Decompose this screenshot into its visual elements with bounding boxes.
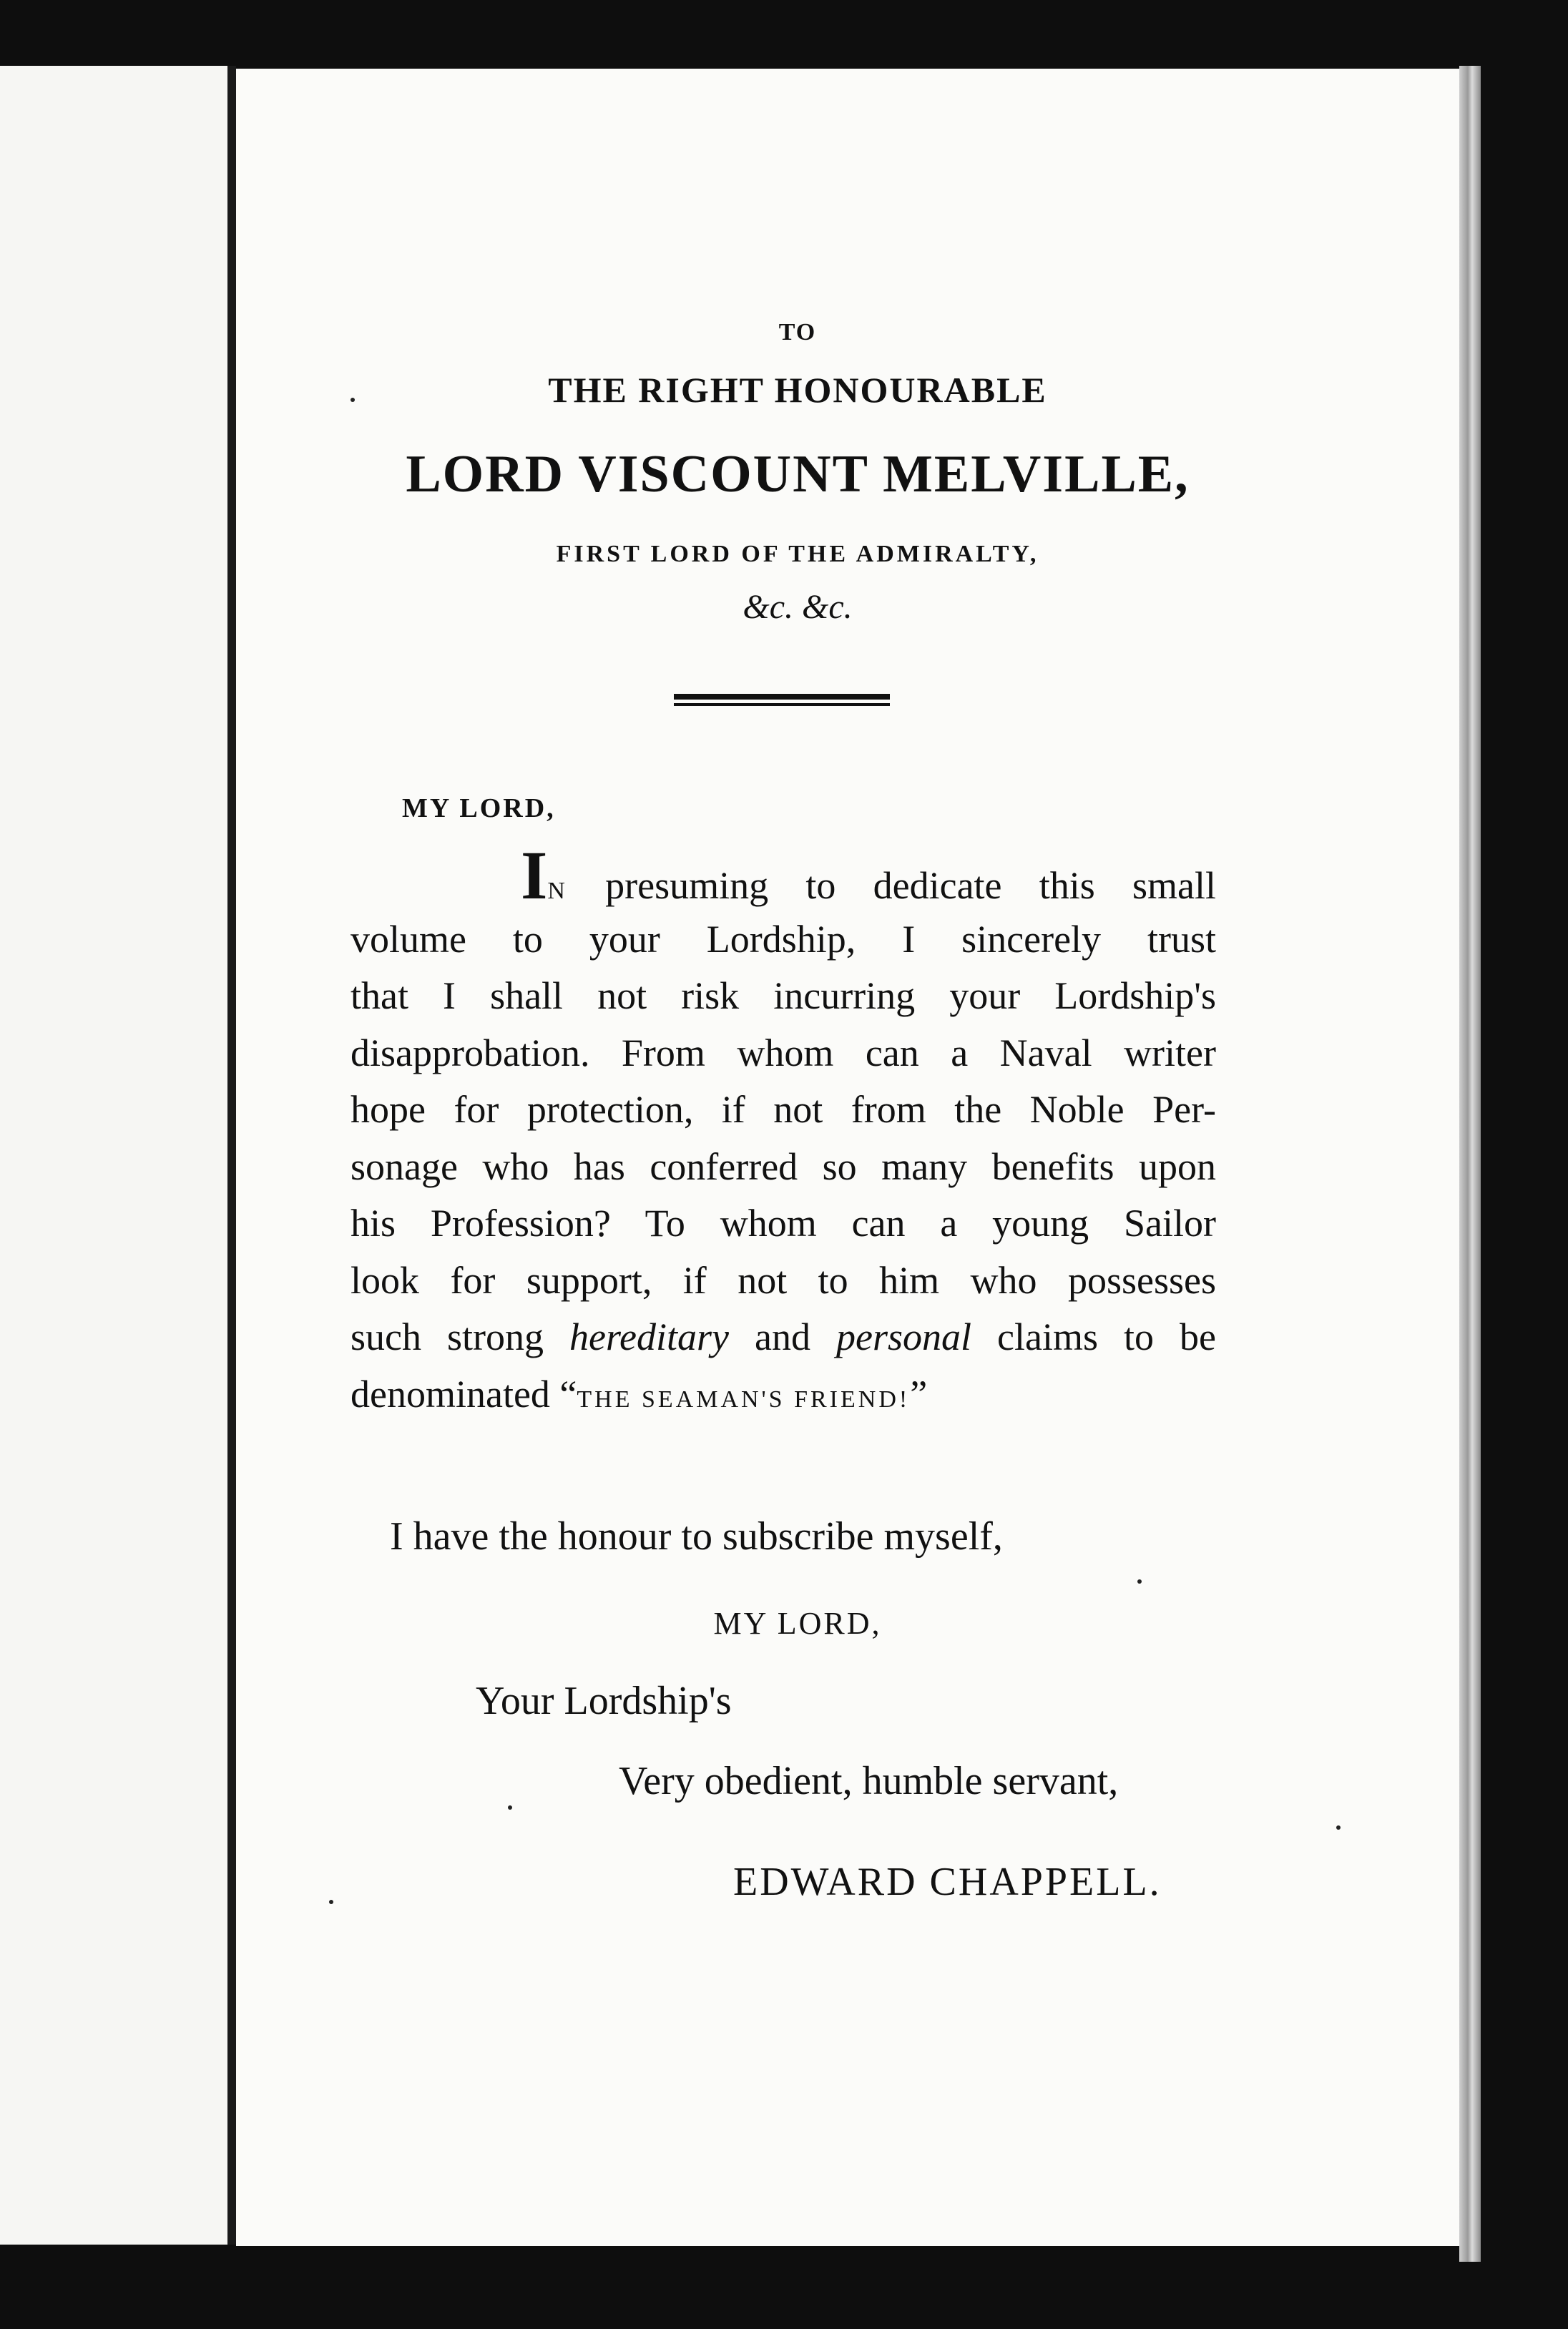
body-line [351,1309,1216,1366]
print-speck [351,398,355,402]
salutation: MY LORD, [402,793,556,823]
body-line: sonage who has conferred so many benefits upon [351,1144,1216,1188]
body-text-segment: such strong [351,1315,544,1358]
body-text-segment: ” [910,1372,928,1416]
rule-thin [674,703,890,706]
page-edge-stack [1459,66,1481,2262]
drop-cap-rest: N [547,878,568,904]
italic-personal: personal [836,1315,972,1358]
print-speck [1137,1579,1142,1584]
closing-salutation: MY LORD, [713,1606,882,1641]
signature: EDWARD CHAPPELL. [733,1860,1162,1904]
seamans-friend: THE SEAMAN'S FRIEND! [577,1386,911,1413]
page-content [236,69,1459,2246]
dedication-to: TO [778,319,817,345]
italic-hereditary: hereditary [569,1315,729,1358]
body-line-1-text: presuming to dedicate this small [605,864,1216,907]
closing-servant: Very obedient, humble servant, [619,1759,1119,1803]
double-rule-divider [674,694,890,707]
rule-thick [674,694,890,700]
dedication-body [351,837,1217,1423]
drop-cap: I [521,837,548,913]
body-line: volume to your Lordship, I sincerely trust [351,917,1216,961]
closing-lordships: Your Lordship's [476,1679,732,1723]
body-line: that I shall not risk incurring your Lordship's [351,974,1216,1017]
closing-line: I have the honour to subscribe myself, [390,1514,1003,1559]
dedication-page [236,69,1459,2246]
dedication-office: FIRST LORD OF THE ADMIRALTY, [556,541,1039,567]
facing-page-edge [0,66,227,2245]
body-line [351,837,1216,913]
body-line [351,1366,1216,1423]
dedication-recipient: LORD VISCOUNT MELVILLE, [406,445,1190,504]
book-gutter [227,66,236,2245]
body-text-segment: denominated “ [351,1372,577,1416]
body-line: hope for protection, if not from the Noble Per- [351,1088,1216,1131]
print-speck [1336,1825,1341,1830]
body-line: his Profession? To whom can a young Sailor [351,1202,1216,1245]
body-text-segment: and [755,1315,810,1358]
body-text-segment: claims to be [997,1315,1217,1358]
print-speck [508,1805,512,1810]
print-speck [329,1900,333,1904]
body-line: look for support, if not to him who possesses [351,1258,1216,1302]
dedication-honourable: THE RIGHT HONOURABLE [548,370,1047,410]
dedication-etc: &c. &c. [743,588,853,626]
body-line: disapprobation. From whom can a Naval writer [351,1031,1216,1074]
